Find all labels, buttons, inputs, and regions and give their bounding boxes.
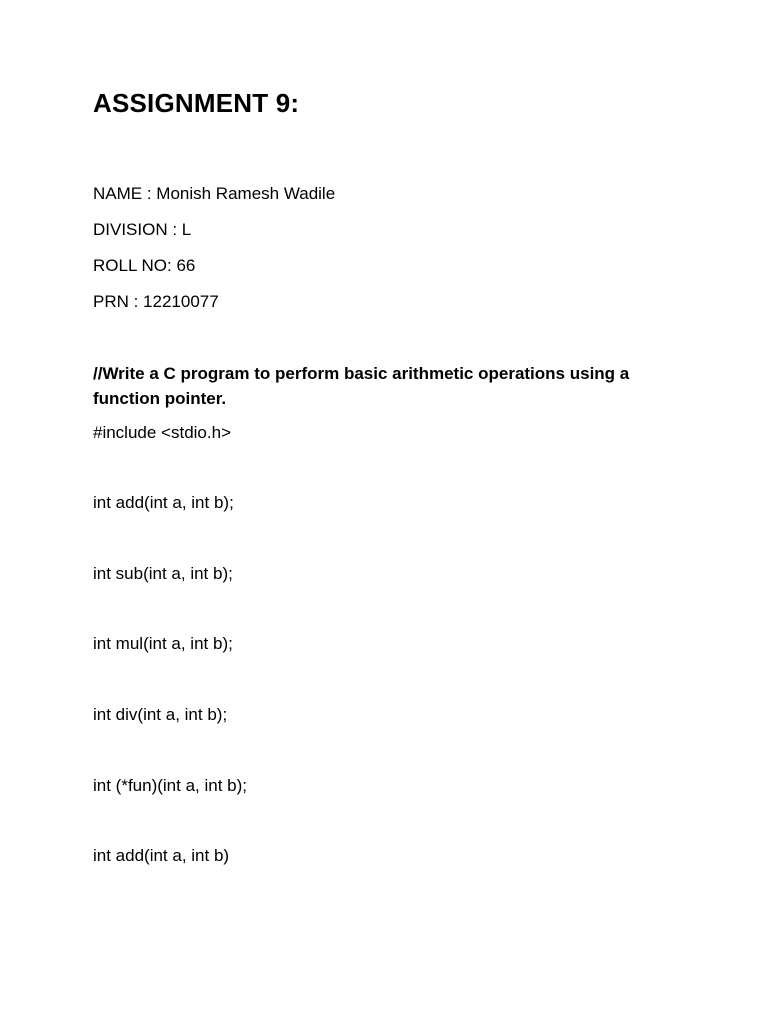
code-line: int sub(int a, int b);	[93, 564, 233, 583]
code-line: int div(int a, int b);	[93, 705, 228, 724]
student-prn: PRN : 12210077	[93, 292, 219, 311]
code-line: int add(int a, int b)	[93, 846, 230, 865]
student-name: NAME : Monish Ramesh Wadile	[93, 184, 336, 203]
student-division: DIVISION : L	[93, 220, 192, 239]
code-line: int add(int a, int b);	[93, 493, 234, 512]
student-roll-no: ROLL NO: 66	[93, 256, 196, 275]
code-line: #include <stdio.h>	[93, 423, 231, 442]
code-line: int mul(int a, int b);	[93, 634, 233, 653]
code-line: int (*fun)(int a, int b);	[93, 776, 248, 795]
task-description: //Write a C program to perform basic arithmetic operations using a function pointer.	[93, 364, 630, 408]
assignment-title: ASSIGNMENT 9:	[93, 88, 300, 118]
